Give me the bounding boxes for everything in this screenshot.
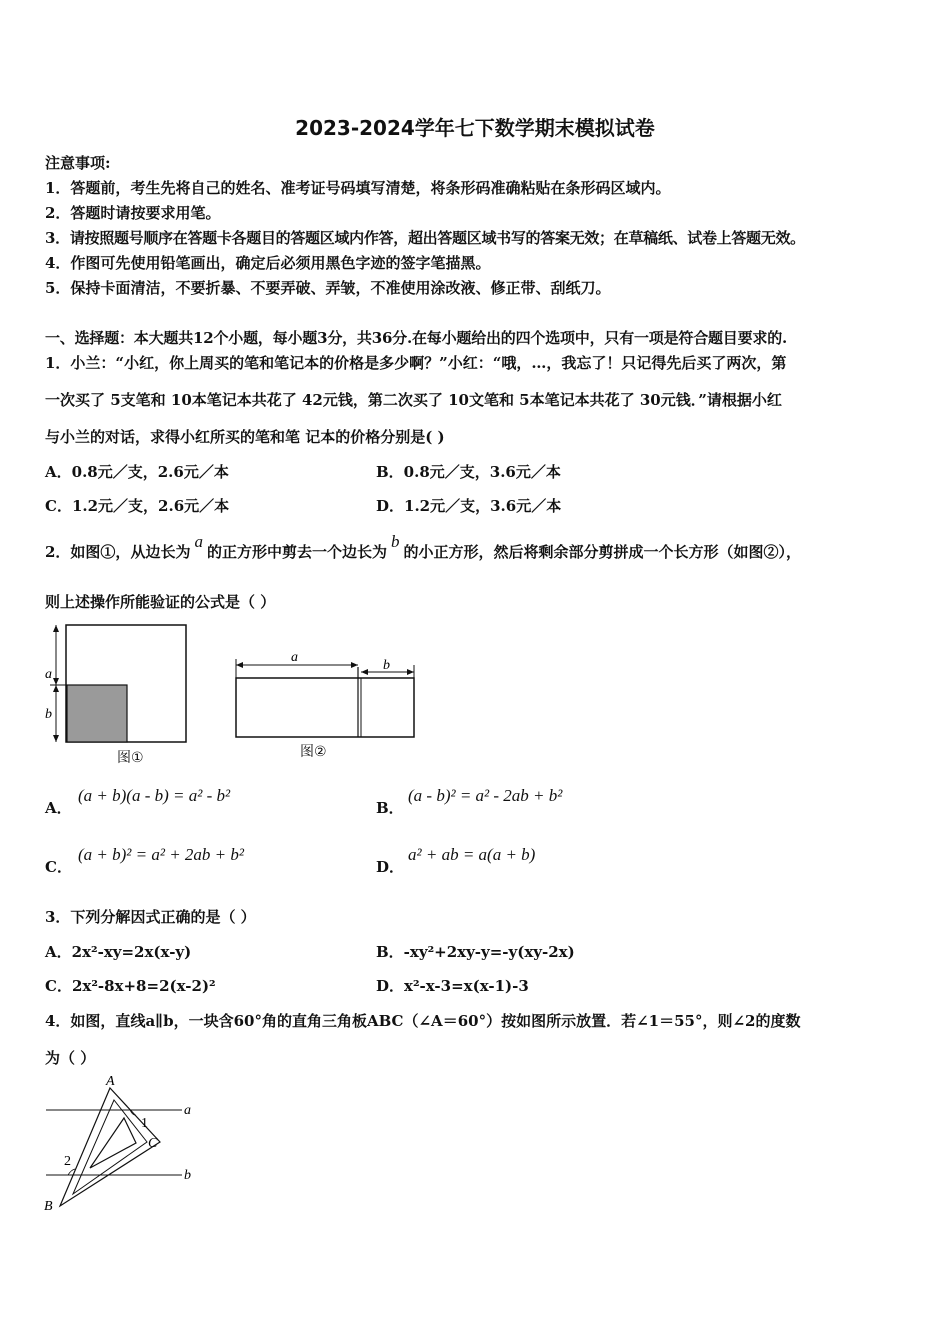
notice-item-3: 3．请按照题号顺序在答题卡各题目的答题区域内作答，超出答题区域书写的答案无效；在草稿纸、试卷上答题无效。 [45,229,805,247]
arrow-up-icon [53,685,59,692]
q3-stem: 3．下列分解因式正确的是（ ） [45,908,256,926]
q2-option-b-label: B． [376,799,404,817]
q4-line-1: 4．如图，直线a∥b，一块含60°角的直角三角板ABC（∠A＝60°）按如图所示放置．若∠1＝55°，则∠2的度数 [45,1012,801,1030]
line-b-label: b [184,1168,191,1183]
notice-item-2: 2．答题时请按要求用笔。 [45,204,221,222]
triangle-hole-outer [73,1100,147,1194]
q2-option-a-formula: (a + b)(a - b) = a² - b² [78,786,231,805]
line-a-label: a [184,1103,191,1118]
q3-option-c: C．2x²-8x+8=2(x-2)² [45,977,216,995]
q2-option-b-formula: (a - b)² = a² - 2ab + b² [408,786,563,805]
label-b: b [45,707,52,722]
q2-option-c-formula: (a + b)² = a² + 2ab + b² [78,845,244,864]
arrow-right-icon [351,662,358,668]
q2-figure-1-caption: 图① [117,750,144,766]
small-square-shaded [67,685,127,742]
vertex-c-label: C [148,1136,158,1151]
arrow-up-icon [53,625,59,632]
vertex-b-label: B [44,1199,53,1214]
arrow-down-icon [53,678,59,685]
notice-item-4: 4．作图可先使用铅笔画出，确定后必须用黑色字迹的签字笔描黑。 [45,254,491,272]
q2-text-part-3: 的小正方形，然后将剩余部分剪拼成一个长方形（如图②）， [403,543,801,561]
q1-option-b: B．0.8元／支，3.6元／本 [376,463,561,481]
q2-figure-2-caption: 图② [300,744,327,760]
angle-1-label: 1 [141,1116,148,1131]
q2-line-2: 则上述操作所能验证的公式是（ ） [45,593,276,611]
q2-line-1 [45,532,801,562]
q4-figure [40,1070,210,1220]
q3-option-d: D．x²-x-3=x(x-1)-3 [376,977,529,995]
rectangle [236,678,414,737]
q2-text-part-1: 2．如图①，从边长为 [45,543,191,561]
q1-line-3: 与小兰的对话，求得小红所买的笔和笔 记本的价格分别是( ) [45,428,445,446]
notice-item-5: 5．保持卡面清洁，不要折暴、不要弄破、弄皱，不准使用涂改液、修正带、刮纸刀。 [45,279,611,297]
arrow-right-icon [407,669,414,675]
label-a: a [45,667,52,682]
q4-line-2: 为（ ） [45,1049,96,1067]
q1-option-a: A．0.8元／支，2.6元／本 [45,463,229,481]
label-a: a [291,650,298,665]
q1-option-c: C．1.2元／支，2.6元／本 [45,497,230,515]
q2-option-d-label: D． [376,858,405,876]
q2-figure-2 [228,645,423,745]
section-heading: 一、选择题：本大题共12个小题，每小题3分，共36分.在每小题给出的四个选项中，只有一项是符合题目要求的. [45,329,788,347]
page-title: 2023-2024学年七下数学期末模拟试卷 [295,116,655,140]
q1-line-1: 1．小兰：“小红，你上周买的笔和笔记本的价格是多少啊？”小红：“哦，…，我忘了！只记得先后买了两次，第 [45,354,787,372]
angle-2-label: 2 [64,1154,71,1169]
q2-text-part-2: 的正方形中剪去一个边长为 [206,543,387,561]
notice-heading: 注意事项: [45,154,111,172]
q1-option-d: D．1.2元／支，3.6元／本 [376,497,562,515]
notice-item-1: 1．答题前，考生先将自己的姓名、准考证号码填写清楚，将条形码准确粘贴在条形码区域内。 [45,179,671,197]
arrow-down-icon [53,735,59,742]
arrow-left-icon [361,669,368,675]
q3-option-a: A．2x²-xy=2x(x-y) [45,943,192,961]
q2-option-c-label: C． [45,858,72,876]
triangle-hole-inner [90,1118,136,1168]
q3-option-b: B．-xy²+2xy-y=-y(xy-2x) [376,943,575,961]
q2-option-a-label: A． [45,799,72,817]
q2-figure-1 [40,618,200,768]
q2-var-a: a [194,532,203,551]
q2-var-b: b [390,532,400,551]
q2-option-d-formula: a² + ab = a(a + b) [408,845,536,864]
q1-line-2: 一次买了 5支笔和 10本笔记本共花了 42元钱，第二次买了 10文笔和 5本笔记本共花了 30元钱．”请根据小红 [45,391,782,409]
vertex-a-label: A [106,1074,115,1089]
arrow-left-icon [236,662,243,668]
label-b: b [383,658,390,673]
